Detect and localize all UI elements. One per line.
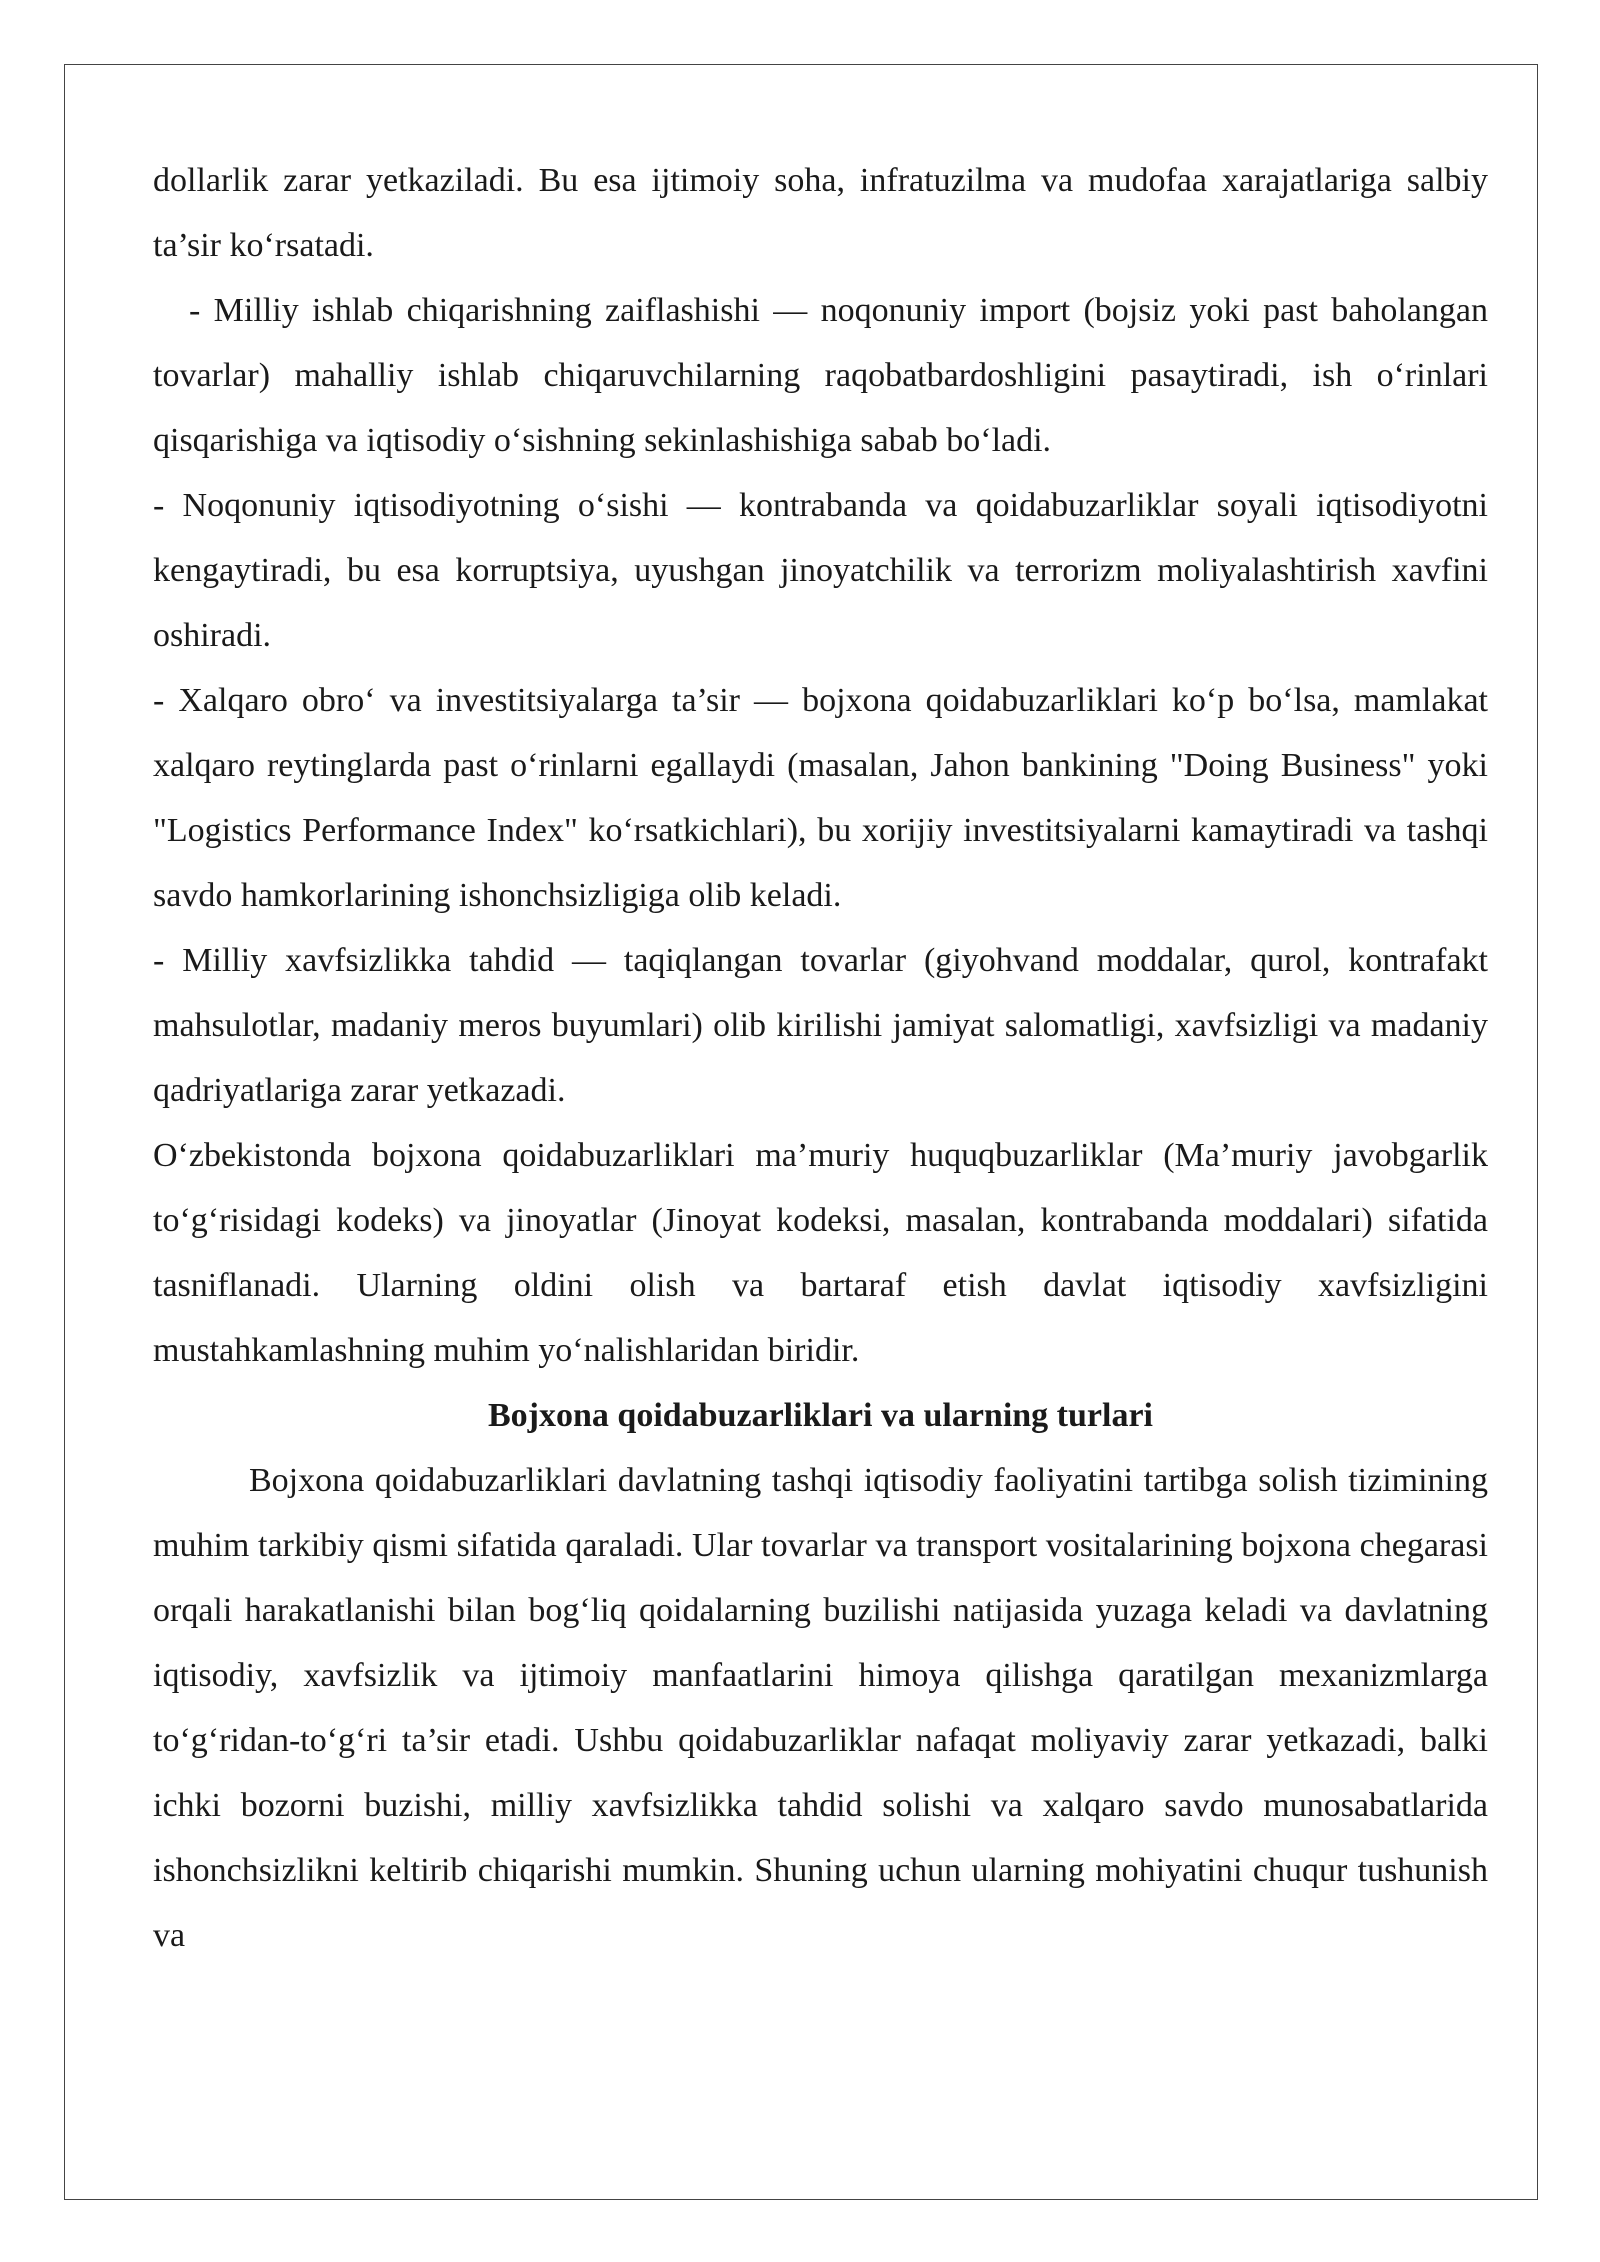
paragraph-bullet-production: - Milliy ishlab chiqarishning zaiflashishi — noqonuniy import (bojsiz yoki past baholangan tovarlar) mahalliy ishlab chiqaruvchilarning raqobatbardoshligini pasaytiradi, ish o‘rinlari qisqarishiga va iqtisodiy o‘sishning sekinlashishiga sabab bo‘ladi. [153, 292, 1488, 459]
paragraph-bullet-reputation: - Xalqaro obro‘ va investitsiyalarga ta’sir — bojxona qoidabuzarliklari ko‘p bo‘lsa, mamlakat xalqaro reytinglarda past o‘rinlarni egallaydi (masalan, Jahon bankining "Doing Business" yoki "Logistics Performance Index" ko‘rsatkichlari), bu xorijiy investitsiyalarni kamaytiradi va tashqi savdo hamkorlarining ishonchsizligiga olib keladi. [153, 682, 1488, 914]
section-heading: Bojxona qoidabuzarliklari va ularning turlari [488, 1397, 1153, 1434]
paragraph-section-intro: Bojxona qoidabuzarliklari davlatning tashqi iqtisodiy faoliyatini tartibga solish tizimining muhim tarkibiy qismi sifatida qaraladi. Ular tovarlar va transport vositalarining bojxona chegarasi orqali harakatlanishi bilan bog‘liq qoidalarning buzilishi natijasida yuzaga keladi va davlatning iqtisodiy, xavfsizlik va ijtimoiy manfaatlarini himoya qilishga qaratilgan mexanizmlarga to‘g‘ridan-to‘g‘ri ta’sir etadi. Ushbu qoidabuzarliklar nafaqat moliyaviy zarar yetkazadi, balki ichki bozorni buzishi, milliy xavfsizlikka tahdid solishi va xalqaro savdo munosabatlarida ishonchsizlikni keltirib chiqarishi mumkin. Shuning uchun ularning mohiyatini chuqur tushunish va [153, 1462, 1488, 1954]
paragraph-uzbekistan-classification: O‘zbekistonda bojxona qoidabuzarliklari ma’muriy huquqbuzarliklar (Ma’muriy javobgarlik to‘g‘risidagi kodeks) va jinoyatlar (Jinoyat kodeksi, masalan, kontrabanda moddalari) sifatida tasniflanadi. Ularning oldini olish va bartaraf etish davlat iqtisodiy xavfsizligini mustahkamlashning muhim yo‘nalishlaridan biridir. [153, 1137, 1488, 1369]
paragraph-continuation: dollarlik zarar yetkaziladi. Bu esa ijtimoiy soha, infratuzilma va mudofaa xarajatlariga salbiy ta’sir ko‘rsatadi. [153, 162, 1488, 264]
paragraph-bullet-security: - Milliy xavfsizlikka tahdid — taqiqlangan tovarlar (giyohvand moddalar, qurol, kontrafakt mahsulotlar, madaniy meros buyumlari) olib kirilishi jamiyat salomatligi, xavfsizligi va madaniy qadriyatlariga zarar yetkazadi. [153, 942, 1488, 1109]
document-body [153, 148, 1488, 1968]
paragraph-bullet-shadow-economy: - Noqonuniy iqtisodiyotning o‘sishi — kontrabanda va qoidabuzarliklar soyali iqtisodiyotni kengaytiradi, bu esa korruptsiya, uyushgan jinoyatchilik va terrorizm moliyalashtirish xavfini oshiradi. [153, 487, 1488, 654]
